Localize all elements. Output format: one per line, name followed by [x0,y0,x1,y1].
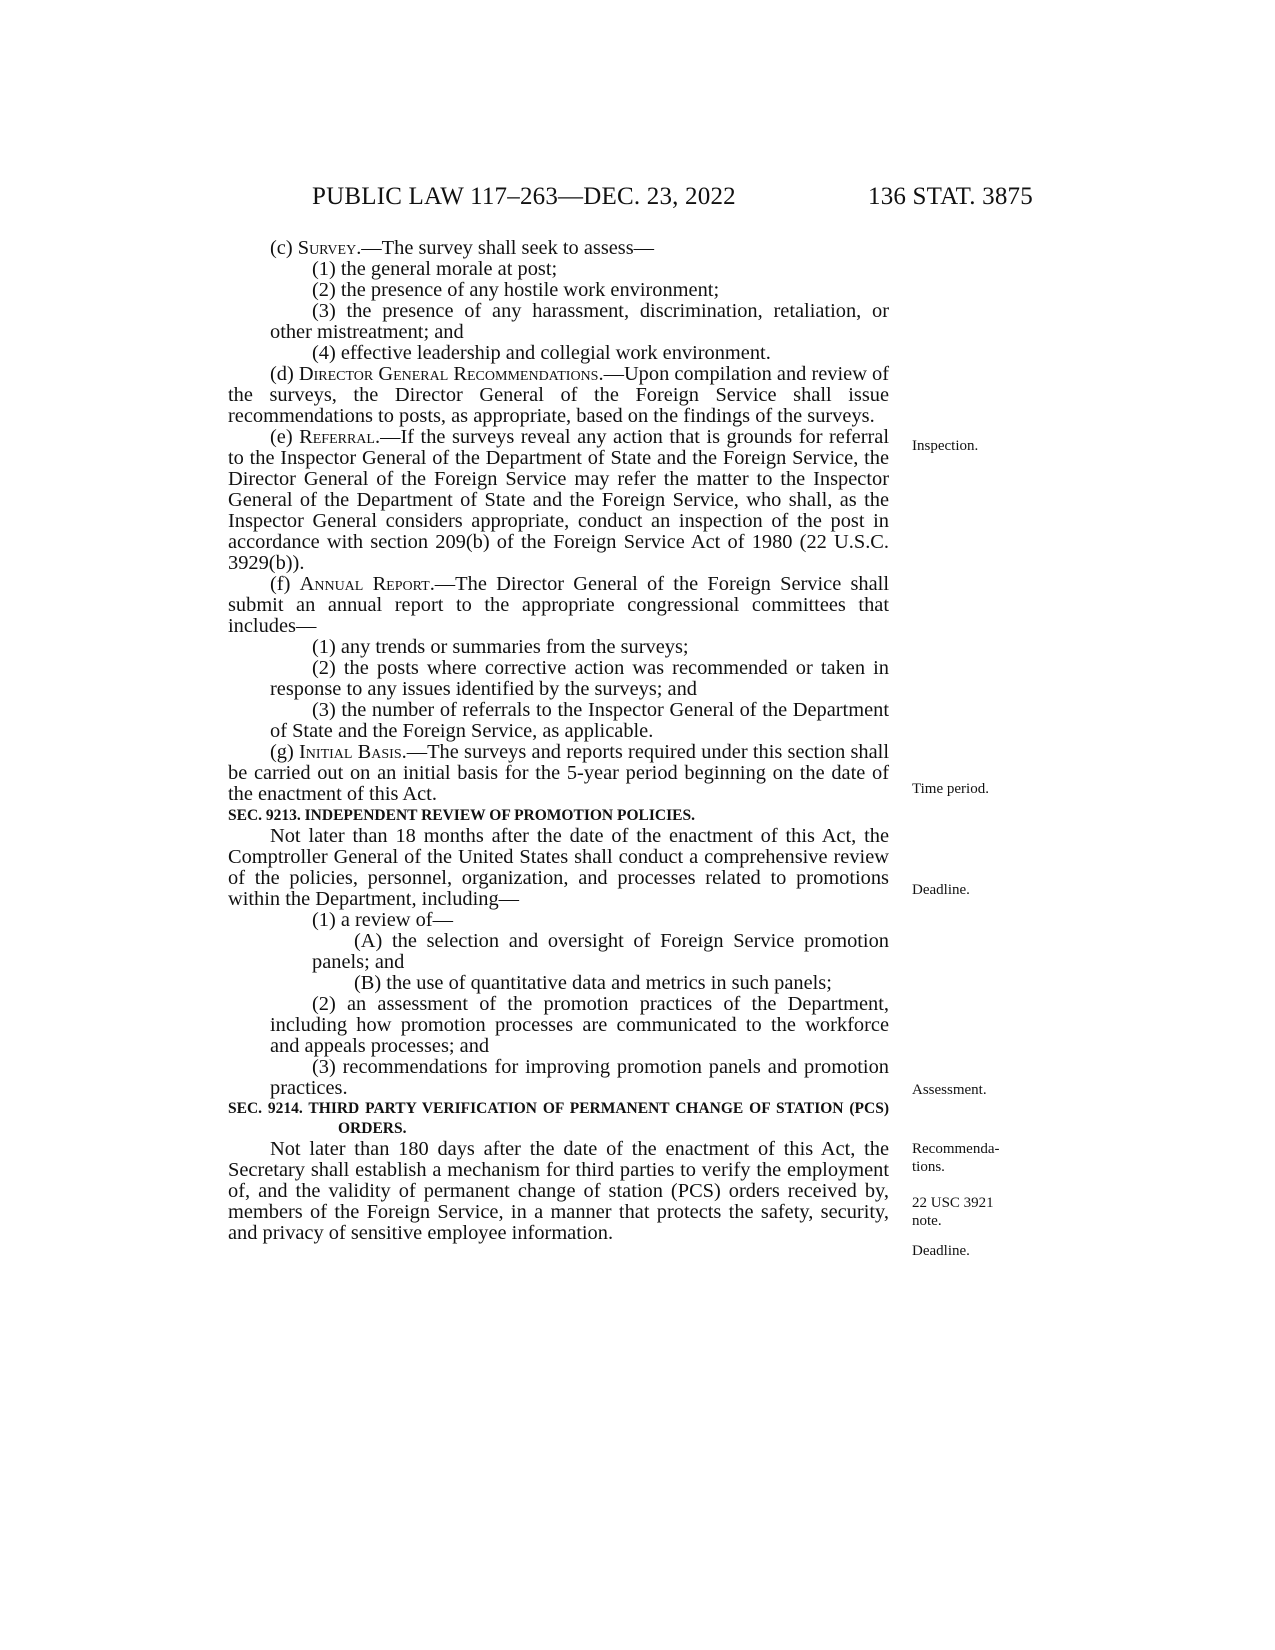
subsection-text: .—The surveys and reports required under this section shall be carried out on an initial basis for the 5-year period beginning on the date of the enactment of this Act. [228,741,890,805]
paragraph-9213-3: (3) recommendations for improving promotion panels and promotion practices. [270,1056,889,1099]
subsection-heading: Annual Report [299,573,430,595]
subparagraph-9213-1b: (B) the use of quantitative data and metrics in such panels; [354,972,832,994]
section-9214-text: Not later than 180 days after the date of the enactment of this Act, the Secretary shall establish a mechanism for third parties to verify the employment of, and the validity of permanent change of station (PCS) orders received by, members of the Foreign Service, in a manner that protects the safety, security, and privacy of sensitive employee information. [228,1138,889,1244]
running-header-left: PUBLIC LAW 117–263—DEC. 23, 2022 [312,183,736,210]
subsection-heading: Initial Basis [299,741,402,763]
section-9214-heading: SEC. 9214. THIRD PARTY VERIFICATION OF PERMANENT CHANGE OF STATION (PCS) ORDERS. [228,1100,889,1137]
margin-note-recommendations [912,1140,999,1176]
running-header-right: 136 STAT. 3875 [868,183,1033,210]
paragraph-9213-2: (2) an assessment of the promotion practices of the Department, including how promotion processes are communicated to the workforce and appeals processes; and [270,993,889,1057]
margin-note-line: Recommenda- [912,1141,1000,1157]
paragraph-9213-1: (1) a review of— [312,909,453,931]
subsection-text: .—The Director General of the Foreign Service shall submit an annual report to the appropriate congressional committees that includes— [228,573,889,637]
subsection-c [228,238,889,259]
margin-note-deadline: Deadline. [912,882,970,898]
subsection-f [228,574,889,637]
paragraph-c3: (3) the presence of any harassment, discrimination, retaliation, or other mistreatment; and [270,300,889,343]
subparagraph-9213-1a: (A) the selection and oversight of Foreign Service promotion panels; and [312,930,889,973]
section-9213-intro: Not later than 18 months after the date of the enactment of this Act, the Comptroller General of the United States shall conduct a comprehensive review of the policies, personnel, organization, and processes related to promotions within the Department, including— [228,825,889,910]
subsection-d [228,364,889,427]
subsection-label: (f) [270,573,300,595]
subsection-label: (d) [270,363,299,385]
subsection-label: (c) [270,237,298,259]
paragraph-f2: (2) the posts where corrective action was recommended or taken in response to any issues identified by the surveys; and [270,657,889,700]
subsection-heading: Survey [297,237,357,259]
section-9213-heading: SEC. 9213. INDEPENDENT REVIEW OF PROMOTION POLICIES. [228,807,695,824]
paragraph-c2: (2) the presence of any hostile work environment; [312,279,720,301]
paragraph-f1: (1) any trends or summaries from the surveys; [312,636,689,658]
margin-note-usc [912,1194,994,1230]
margin-note-line: note. [912,1213,942,1229]
subsection-heading: Referral [299,426,375,448]
margin-note-line: tions. [912,1159,945,1175]
subsection-label: (g) [270,741,299,763]
subsection-text: .—The survey shall seek to assess— [356,237,655,259]
subsection-heading: Director General Recommendations [298,363,599,385]
subsection-text: .—If the surveys reveal any action that is grounds for referral to the Inspector General of the Department of State and the Foreign Service, the Director General of the Foreign Service may refer the matter to the Inspector General of the Department of State and the Foreign Service, who shall, as the Inspector General considers appropriate, conduct an inspection of the post in accordance with section 209(b) of the Foreign Service Act of 1980 (22 U.S.C. 3929(b)). [228,426,889,574]
document-body [228,238,889,1244]
subsection-g [228,742,889,805]
paragraph-f3: (3) the number of referrals to the Inspector General of the Department of State and the Foreign Service, as applicable. [270,699,889,742]
margin-note-time-period: Time period. [912,781,989,797]
subsection-label: (e) [270,426,300,448]
subsection-e [228,427,889,574]
margin-note-line: 22 USC 3921 [912,1195,994,1211]
paragraph-c4: (4) effective leadership and collegial work environment. [312,342,771,364]
subsection-text: .—Upon compilation and review of the surveys, the Director General of the Foreign Service shall issue recommendations to posts, as appropriate, based on the findings of the surveys. [228,363,890,427]
margin-note-deadline: Deadline. [912,1243,970,1259]
margin-note-assessment: Assessment. [912,1082,987,1098]
paragraph-c1: (1) the general morale at post; [312,258,558,280]
margin-note-inspection: Inspection. [912,438,979,454]
